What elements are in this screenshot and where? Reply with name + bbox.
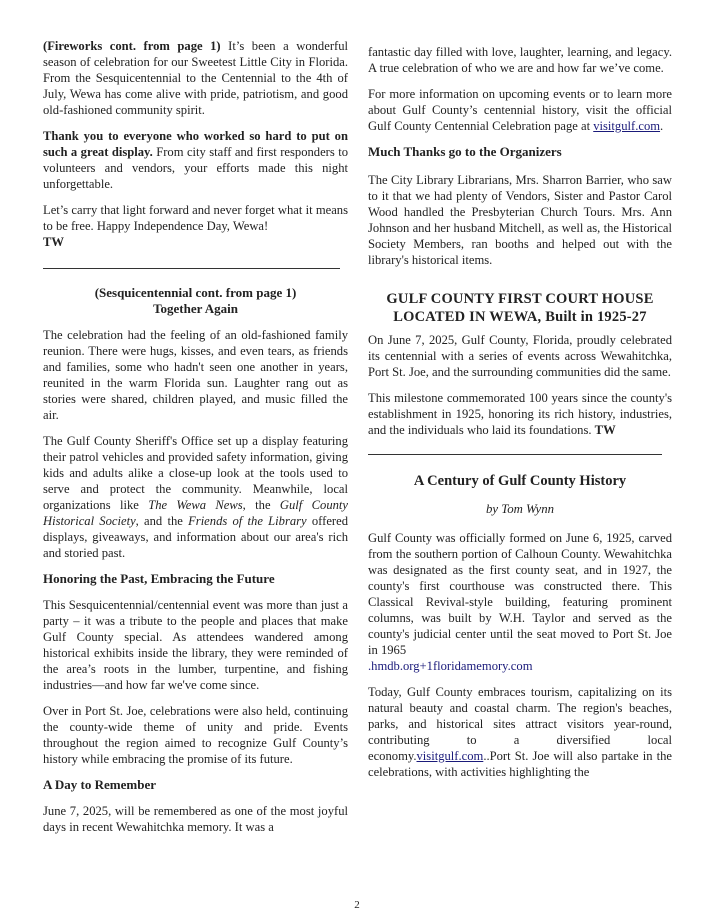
moreinfo-paragraph: For more information on upcoming events or to learn more about Gulf County’s centennial history, visit the official Gulf County Centennial Celebration page at visitgulf.com. bbox=[368, 87, 672, 133]
thanks-paragraph: Thank you to everyone who worked so hard to put on such a great display. From city staff and first responders to volunteers and vendors, your efforts made this night unforgettable. bbox=[43, 129, 348, 191]
fireworks-lead: (Fireworks cont. from page 1) bbox=[43, 39, 221, 53]
sesqui-subheading: Together Again bbox=[153, 301, 238, 316]
celebration-paragraph: The celebration had the feeling of an old-fashioned family reunion. There were hugs, kisses, and even tears, as friends and families, some who hadn't seen one another in years, reunited in the warm Florida sun. Laughter rang out as stories were shared, children played, and music filled the air. bbox=[43, 328, 348, 422]
right-column bbox=[368, 38, 672, 790]
section-divider bbox=[43, 268, 340, 269]
century-paragraph: Gulf County was officially formed on June 6, 1925, carved from the southern portion of Calhoun County. Wewahitchka was designated as the first county seat, and in 1927, the county's first courthouse was constructed there. This Classical Revival-style building, featuring prominent columns, was built by W.H. Taylor and served as the county's judicial center until the seat moved to Port St. Joe in 1965 .hmdb.org+1floridamemory.com bbox=[368, 531, 672, 673]
visitgulf-link-2[interactable]: visitgulf.com bbox=[416, 749, 484, 763]
visitgulf-link[interactable]: visitgulf.com bbox=[593, 119, 661, 133]
hmdb-link[interactable]: .hmdb.org+1floridamemory.com bbox=[368, 659, 533, 673]
sesqui-heading: (Sesquicentennial cont. from page 1) bbox=[94, 285, 297, 300]
byline: by Tom Wynn bbox=[485, 502, 555, 516]
thanks-lead: Thank you to everyone who worked so hard to put on such a great display. bbox=[43, 129, 348, 159]
milestone-paragraph: This milestone commemorated 100 years since the county's establishment in 1925, honoring its rich history, industries, and the individuals who laid its foundations. TW bbox=[368, 391, 672, 437]
milestone-signature: TW bbox=[594, 423, 616, 437]
honoring-paragraph: This Sesquicentennial/centennial event was more than just a party – it was a tribute to the people and places that make Gulf County special. As attendees wandered among historical exhibits inside the library, they were reminded of the area’s roots in the lumber, turpentine, and fishing industries—and how far we've come since. bbox=[43, 598, 348, 692]
organizers-heading: Much Thanks go to the Organizers bbox=[368, 144, 562, 159]
page-number: 2 bbox=[354, 899, 360, 911]
organizers-paragraph: The City Library Librarians, Mrs. Sharron Barrier, who saw to it that we had plenty of Vendors, Sister and Pastor Carol Wood handled the Presbyterian Church Tours. Mrs. Ann Johnson and her husband Mitchell, as well as, the Historical Society Members, ran booths and helped out with the library's historical items. bbox=[368, 173, 672, 267]
carry-paragraph: Let’s carry that light forward and never forget what it means to be free. Happy Independence Day, Wewa! TW bbox=[43, 203, 348, 249]
portstjoe-paragraph: Over in Port St. Joe, celebrations were also held, continuing the county-wide theme of unity and pride. Events throughout the region aimed to recognize Gulf County’s history while embracing the promise of its future. bbox=[43, 704, 348, 766]
left-column bbox=[43, 38, 348, 845]
sheriff-paragraph: The Gulf County Sheriff's Office set up a display featuring their patrol vehicles and provided safety information, giving kids and adults alike a close-up look at the tools used to serve and protect the community. Meanwhile, local organizations like The Wewa News, the Gulf County Historical Society, and the Friends of the Library offered displays, giveaways, and information about our area's rich and storied past. bbox=[43, 434, 348, 560]
today-paragraph: Today, Gulf County embraces tourism, capitalizing on its natural beauty and coastal charm. The region's beaches, parks, and historical sites attract visitors year-round, contributing to a diversified local economy.visitgulf.com..Port St. Joe will also partake in the celebrations, with activities highlighting the bbox=[368, 685, 672, 779]
day-heading: A Day to Remember bbox=[43, 777, 156, 792]
day-paragraph: June 7, 2025, will be remembered as one of the most joyful days in recent Wewahitchka memory. It was a bbox=[43, 804, 348, 834]
carry-signature: TW bbox=[43, 235, 64, 249]
section-divider-right bbox=[368, 454, 662, 455]
fireworks-paragraph: (Fireworks cont. from page 1) It’s been a wonderful season of celebration for our Sweetest Little City in Florida. From the Sesquicentennial to the Centennial to the 4th of July, Wewa has come alive with pride, patriotism, and good old-fashioned community spirit. bbox=[43, 39, 349, 117]
honoring-heading: Honoring the Past, Embracing the Future bbox=[43, 571, 275, 586]
century-heading: A Century of Gulf County History bbox=[413, 473, 627, 489]
courthouse-paragraph: On June 7, 2025, Gulf County, Florida, proudly celebrated its centennial with a series of events across Wewahitchka, Port St. Joe, and the surrounding communities did the same. bbox=[368, 333, 672, 379]
fantastic-paragraph: fantastic day filled with love, laughter, learning, and legacy. A true celebration of who we are and how far we’ve come. bbox=[368, 45, 672, 75]
courthouse-heading: GULF COUNTY FIRST COURT HOUSE LOCATED IN WEWA, Built in 1925-27 bbox=[386, 291, 654, 325]
